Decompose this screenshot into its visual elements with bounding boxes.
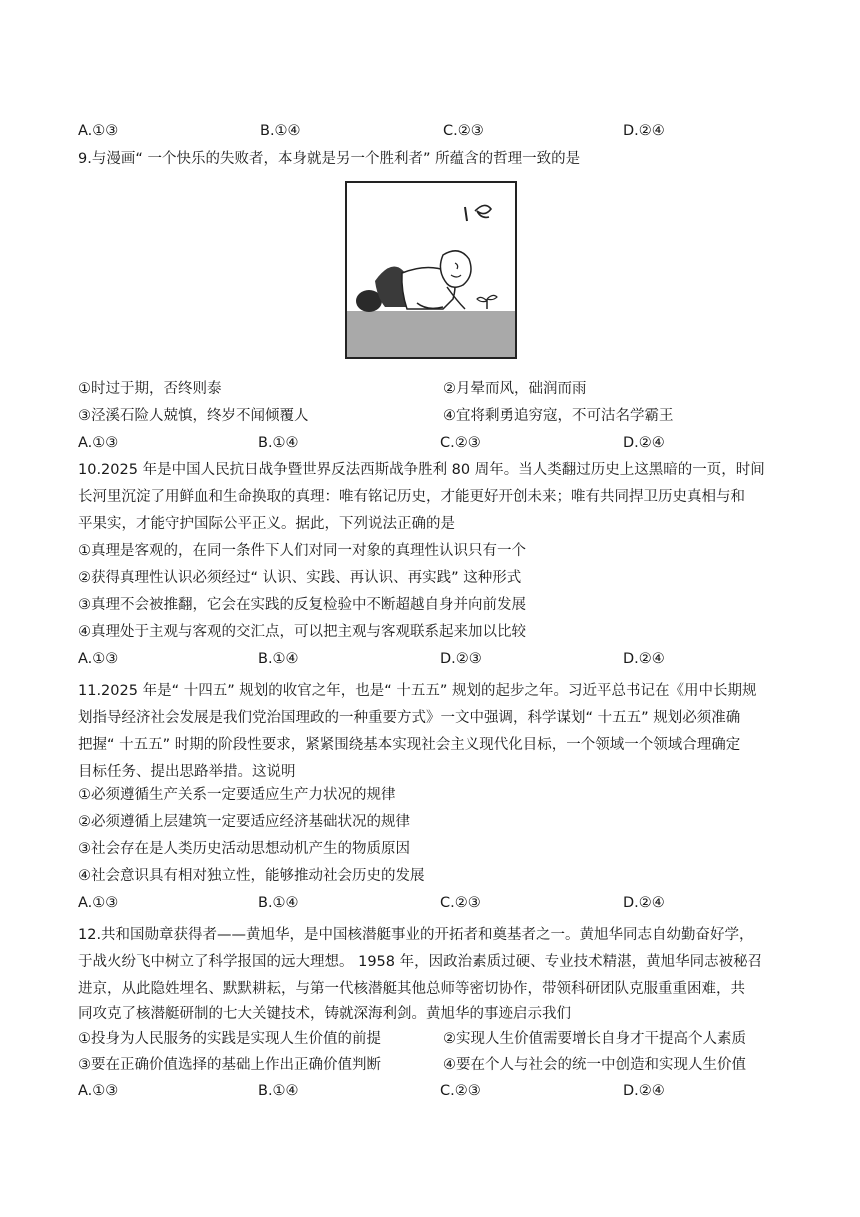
q9-cartoon-image [345,181,517,359]
q10-option-b: B.①④ [258,651,299,667]
q11-statement-2: ②必须遵循上层建筑一定要适应经济基础状况的规律 [78,814,410,830]
q11-option-b: B.①④ [258,895,299,911]
q9-option-a: A.①③ [78,435,119,451]
q10-statement-1: ①真理是客观的，在同一条件下人们对同一对象的真理性认识只有一个 [78,543,526,559]
q10-option-a: A.①③ [78,651,119,667]
cartoon-scribble [475,205,491,217]
cartoon-illustration [347,183,515,357]
q9-option-d: D.②④ [623,435,665,451]
q11-statement-1: ①必须遵循生产关系一定要适应生产力状况的规律 [78,787,396,803]
q11-stem-line-2: 划指导经济社会发展是我们党治国理政的一种重要方式》一文中强调，科学谋划“ 十五五” 规划必须准确 [78,710,741,726]
q12-statement-1: ①投身为人民服务的实践是实现人生价值的前提 [78,1031,381,1047]
cartoon-sprout [477,297,487,301]
q10-option-c: D.②③ [440,651,482,667]
q12-stem-line-4: 同攻克了核潜艇研制的七大关键技术，铸就深海利剑。黄旭华的事迹启示我们 [78,1006,571,1022]
q12-option-a: A.①③ [78,1083,119,1099]
q11-statement-4: ④社会意识具有相对独立性，能够推动社会历史的发展 [78,868,425,884]
cartoon-ground [347,311,515,357]
q9-statement-2: ②月晕而风，础润而雨 [443,381,587,397]
q9-option-b: B.①④ [258,435,299,451]
q9-statement-4: ④宜将剩勇追穷寇，不可沽名学霸王 [443,408,674,424]
q9-statement-1: ①时过于期，否终则泰 [78,381,222,397]
q12-statement-4: ④要在个人与社会的统一中创造和实现人生价值 [443,1057,746,1073]
q12-statement-3: ③要在正确价值选择的基础上作出正确价值判断 [78,1057,381,1073]
q12-option-d: D.②④ [623,1083,665,1099]
q8-option-c: C.②③ [443,123,484,139]
q8-option-b: B.①④ [260,123,301,139]
q11-stem-line-1: 11.2025 年是“ 十四五” 规划的收官之年，也是“ 十五五” 规划的起步之年。习近平总书记在《用中长期规 [78,683,757,699]
q12-stem-line-3: 进京，从此隐姓埋名、默默耕耘，与第一代核潜艇其他总师等密切协作，带领科研团队克服重重困难，共 [78,981,745,997]
q11-option-d: D.②④ [623,895,665,911]
q12-stem-line-1: 12.共和国勋章获得者——黄旭华，是中国核潜艇事业的开拓者和奠基者之一。黄旭华同志自幼勤奋好学， [78,927,754,943]
q9-option-c: C.②③ [440,435,481,451]
q10-stem-line-2: 长河里沉淀了用鲜血和生命换取的真理：唯有铭记历史，才能更好开创未来；唯有共同捍卫历史真相与和 [78,489,745,505]
q11-option-c: C.②③ [440,895,481,911]
q9-stem: 9.与漫画“ 一个快乐的失败者，本身就是另一个胜利者” 所蕴含的哲理一致的是 [78,151,581,167]
q11-statement-3: ③社会存在是人类历史活动思想动机产生的物质原因 [78,841,410,857]
q8-option-a: A.①③ [78,123,119,139]
q10-statement-4: ④真理处于主观与客观的交汇点，可以把主观与客观联系起来加以比较 [78,624,526,640]
q12-option-c: C.②③ [440,1083,481,1099]
q12-option-b: B.①④ [258,1083,299,1099]
cartoon-figure-head [440,251,471,287]
q8-option-d: D.②④ [623,123,665,139]
q10-stem-line-3: 平果实，才能守护国际公平正义。据此，下列说法正确的是 [78,516,455,532]
q11-stem-line-3: 把握“ 十五五” 时期的阶段性要求，紧紧围绕基本实现社会主义现代化目标，一个领域一个领域合理确定 [78,737,741,753]
q10-stem-line-1: 10.2025 年是中国人民抗日战争暨世界反法西斯战争胜利 80 周年。当人类翻过历史上这黑暗的一页，时间 [78,462,765,478]
q10-option-d: D.②④ [623,651,665,667]
q11-option-a: A.①③ [78,895,119,911]
q10-statement-3: ③真理不会被推翻，它会在实践的反复检验中不断超越自身并向前发展 [78,597,526,613]
q12-stem-line-2: 于战火纷飞中树立了科学报国的远大理想。 1958 年，因政治素质过硬、专业技术精湛，黄旭华同志被秘召 [78,954,763,970]
q10-statement-2: ②获得真理性认识必须经过“ 认识、实践、再认识、再实践” 这种形式 [78,570,522,586]
q9-statement-3: ③泾溪石险人兢慎，终岁不闻倾覆人 [78,408,309,424]
q12-statement-2: ②实现人生价值需要增长自身才干提高个人素质 [443,1031,746,1047]
q11-stem-line-4: 目标任务、提出思路举措。这说明 [78,764,296,780]
